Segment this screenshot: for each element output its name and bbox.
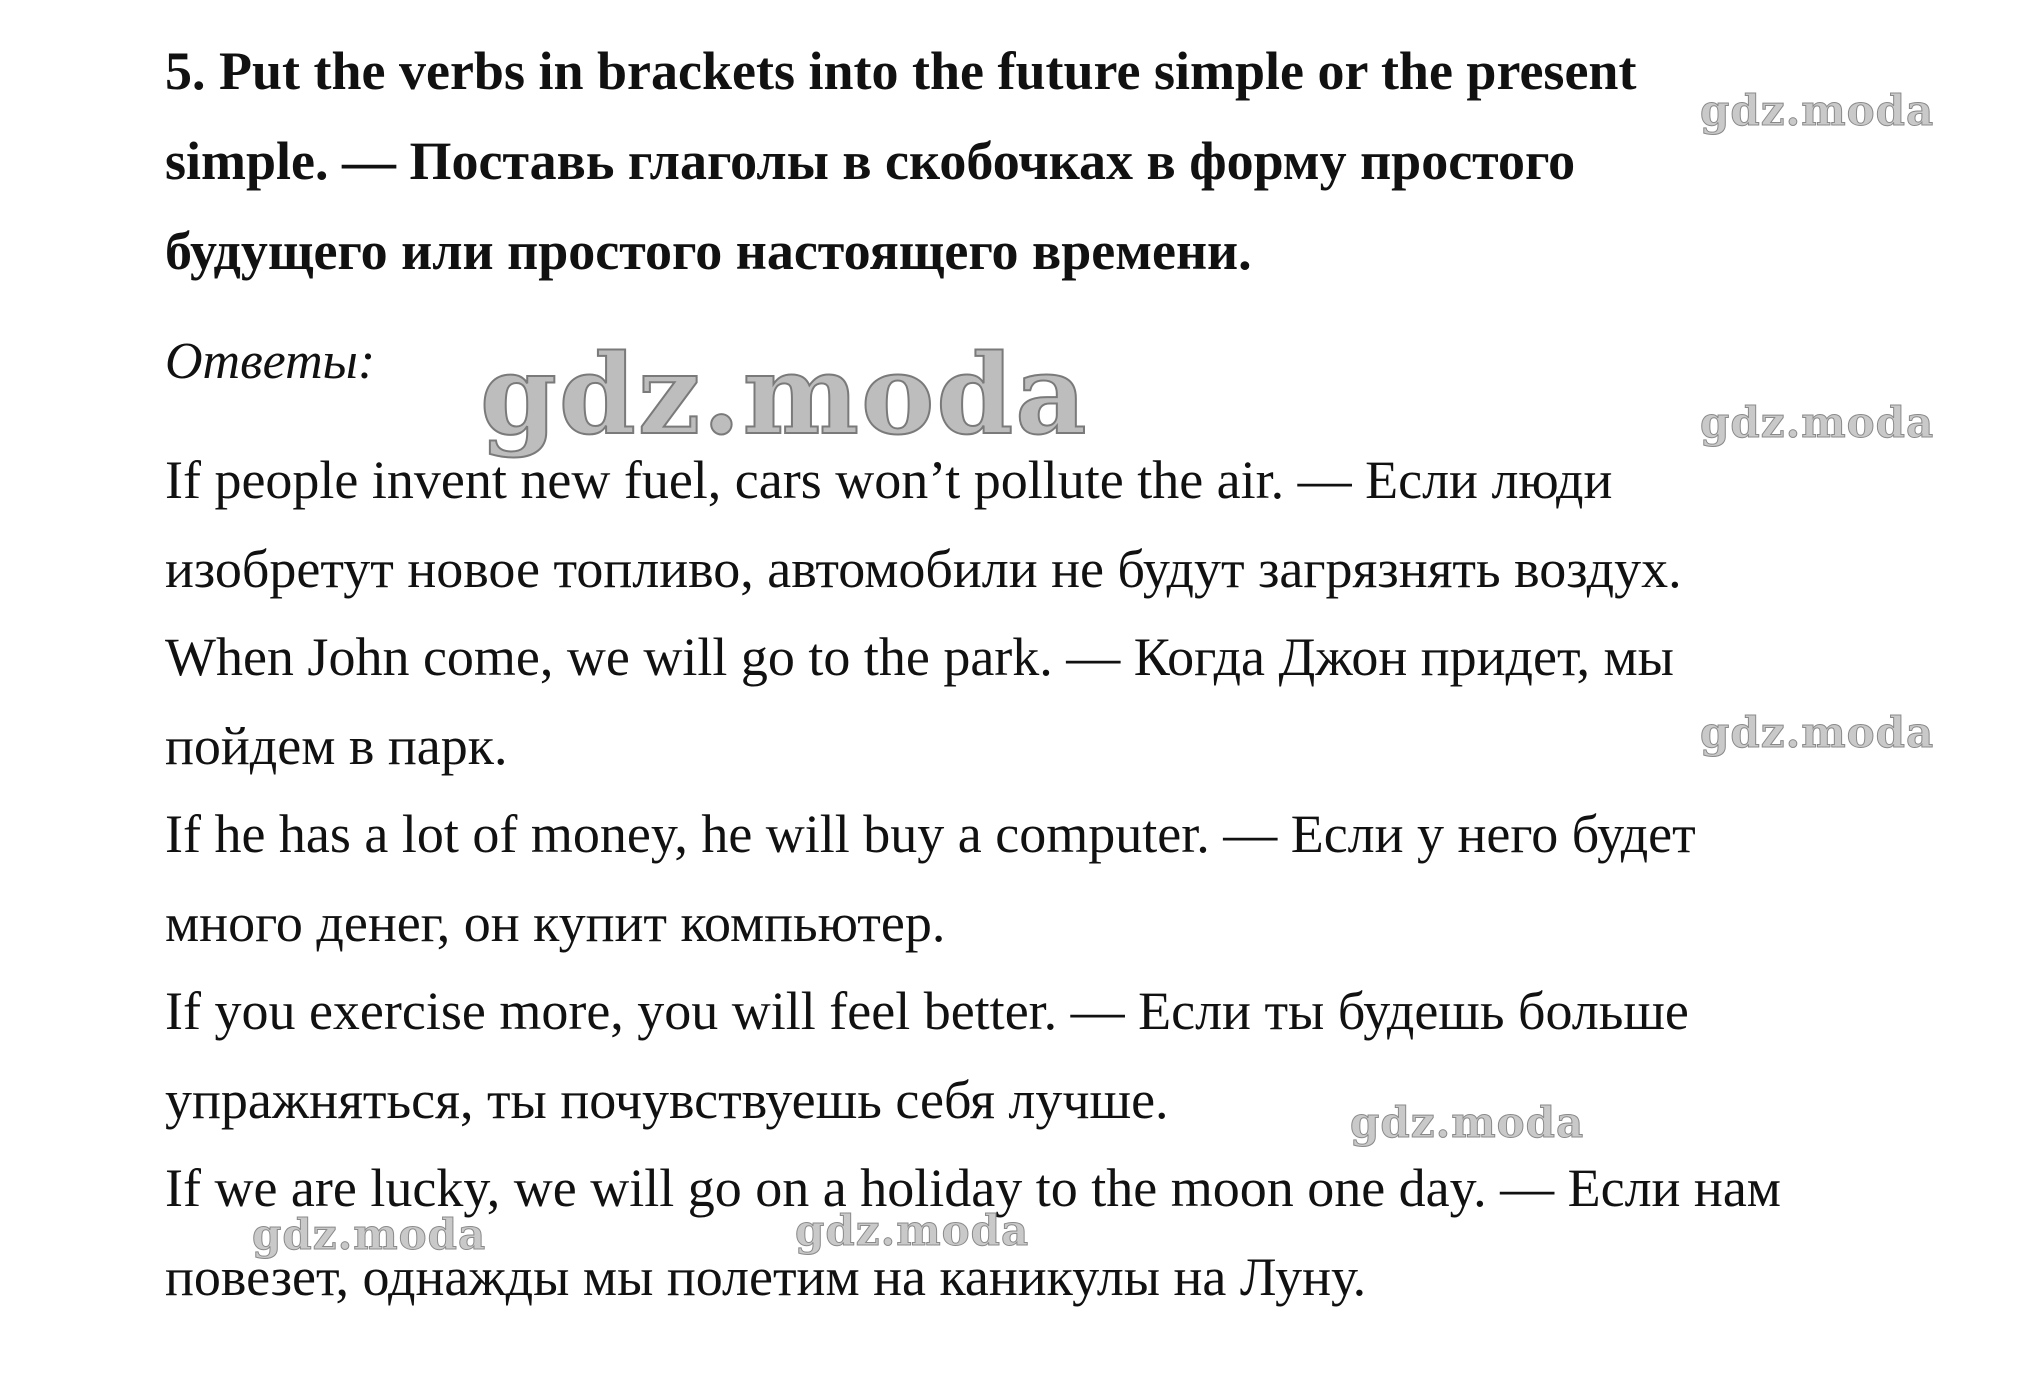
answer-line: упражняться, ты почувствуешь себя лучше. (165, 1069, 1169, 1130)
answer-line: If people invent new fuel, cars won’t pollute the air. — Если люди (165, 450, 1613, 510)
answer-line: повезет, однажды мы полетим на каникулы на Луну. (165, 1246, 1367, 1307)
watermark: gdz.moda (252, 1210, 487, 1259)
watermark: gdz.moda (1350, 1098, 1585, 1147)
task-title-line: simple. — Поставь глаголы в скобочках в форму простого (165, 131, 1576, 191)
answer-line: If he has a lot of money, he will buy a computer. — Если у него будет (165, 804, 1696, 864)
answer-line: пойдем в парк. (165, 715, 508, 776)
watermark: gdz.moda (1700, 398, 1935, 447)
answers-body (165, 436, 1945, 1321)
watermark: gdz.moda (1700, 86, 1935, 135)
watermark-large: gdz.moda (480, 330, 1089, 459)
answer-line: изобретут новое топливо, автомобили не будут загрязнять воздух. (165, 538, 1682, 599)
task-title (165, 26, 1945, 296)
task-title-line: будущего или простого настоящего времени. (165, 221, 1252, 281)
watermark: gdz.moda (795, 1206, 1030, 1255)
answer-line: много денег, он купит компьютер. (165, 892, 946, 953)
answer-line: When John come, we will go to the park. — Когда Джон придет, мы (165, 627, 1674, 687)
answer-line: If we are lucky, we will go on a holiday to the moon one day. — Если нам (165, 1158, 1781, 1218)
task-title-line: 5. Put the verbs in brackets into the future simple or the present (165, 41, 1637, 101)
answers-label: Ответы: (165, 333, 376, 390)
watermark: gdz.moda (1700, 708, 1935, 757)
answer-line: If you exercise more, you will feel better. — Если ты будешь больше (165, 981, 1689, 1041)
